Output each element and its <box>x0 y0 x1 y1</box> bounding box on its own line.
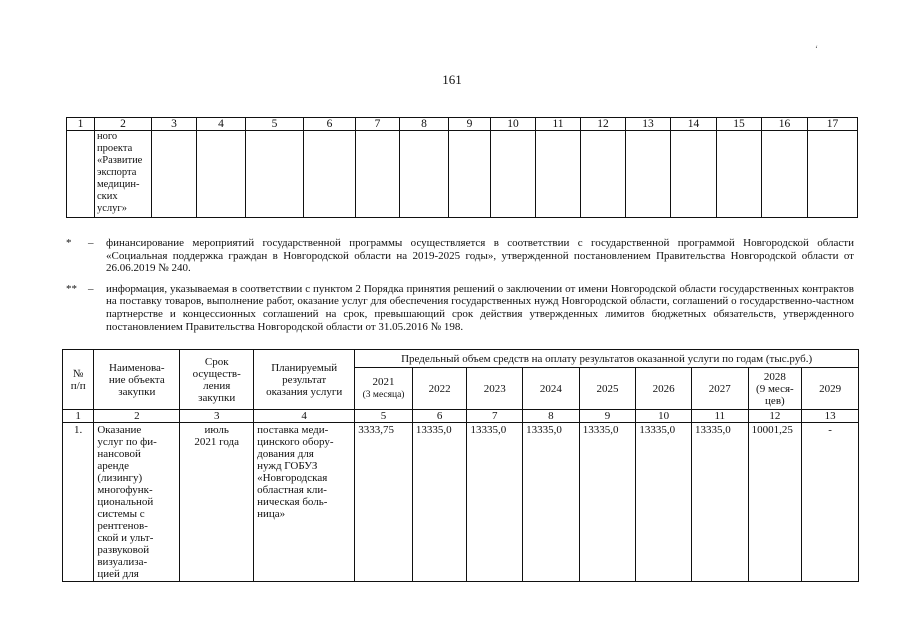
table1-col-number: 11 <box>536 118 581 131</box>
table2-header-row <box>63 350 859 368</box>
header-result: Планируемый результат оказания услуги <box>254 350 355 410</box>
header-year-2027: 2027 <box>691 368 748 410</box>
column-number: 13 <box>802 410 859 423</box>
table1-col-number: 9 <box>449 118 491 131</box>
table1-col-number: 1 <box>67 118 95 131</box>
column-number: 1 <box>63 410 94 423</box>
table-row <box>63 423 859 582</box>
term-cell: июль 2021 года <box>180 423 254 582</box>
column-number: 4 <box>254 410 355 423</box>
column-number: 7 <box>467 410 523 423</box>
table1-col-number: 3 <box>152 118 197 131</box>
value-2022: 13335,0 <box>412 423 467 582</box>
value-2024: 13335,0 <box>523 423 580 582</box>
header-limit: Предельный объем средств на оплату результатов оказанной услуги по годам (тыс.руб.) <box>355 350 859 368</box>
header-year-2029: 2029 <box>802 368 859 410</box>
table1-row <box>67 131 858 218</box>
procurement-table <box>62 349 859 582</box>
row-number: 1. <box>63 423 94 582</box>
footnote <box>66 283 854 333</box>
header-year-2021-note: (3 месяца) <box>362 390 405 400</box>
header-year-2022: 2022 <box>412 368 467 410</box>
footnote-text: информация, указываемая в соответствии с пунктом 2 Порядка принятия решений о заключении от имени Новгородской области государственных контрактов на поставку товаров, выполнение работ, оказание услуг для обеспечения государственных нужд Новгородской области, соглашений о государственно-частном партнерстве и концессионных соглашений на срок, превышающий срок действия утвержденных лимитов бюджетных обязательств, утвержденного постановлением Правительства Новгородской области от 31.05.2016 № 198. <box>106 282 854 333</box>
column-number: 12 <box>748 410 802 423</box>
table1-col-number: 14 <box>671 118 717 131</box>
footnote-mark: * <box>66 237 72 249</box>
footnote-text: финансирование мероприятий государственной программы осуществляется в соответствии с государственной программой Новгородской области «Социальная поддержка граждан в Новгородской области на 2019-2025 годы», утвержденной постановлением Правительства Новгородской области от 26.06.2019 № 240. <box>106 237 854 275</box>
header-year-2025: 2025 <box>579 368 636 410</box>
footnote-dash: – <box>88 282 94 295</box>
column-number: 10 <box>636 410 692 423</box>
column-number: 2 <box>94 410 180 423</box>
value-2026: 13335,0 <box>636 423 692 582</box>
header-number: № п/п <box>63 350 94 410</box>
continuation-table <box>66 117 858 218</box>
table1-col-number: 8 <box>400 118 449 131</box>
table1-header-row <box>67 118 858 131</box>
header-object-name: Наименова- ние объекта закупки <box>94 350 180 410</box>
header-year-2021: 2021 (3 месяца) <box>355 368 413 410</box>
value-2029: - <box>802 423 859 582</box>
value-2027: 13335,0 <box>691 423 748 582</box>
value-2025: 13335,0 <box>579 423 636 582</box>
table1-col-number: 6 <box>304 118 356 131</box>
scan-mark: ‘ <box>815 44 818 54</box>
value-2023: 13335,0 <box>467 423 523 582</box>
object-name-cell: Оказание услуг по фи- нансовой аренде (лизингу) многофунк- циональной системы с рентгенов- ской и ульт- развуковой визуализа- цией для <box>94 423 180 582</box>
header-year-2026: 2026 <box>636 368 692 410</box>
value-2028: 10001,25 <box>748 423 802 582</box>
table2-column-numbers-row <box>63 410 859 423</box>
footnote <box>66 237 854 275</box>
project-name-cell: ного проекта «Развитие экспорта медицин- ских услуг» <box>95 131 152 218</box>
table1-col-number: 13 <box>626 118 671 131</box>
header-year-2028: 2028 (9 меся- цев) <box>748 368 802 410</box>
footnote-mark: ** <box>66 282 77 295</box>
header-year-2024: 2024 <box>523 368 580 410</box>
column-number: 3 <box>180 410 254 423</box>
page-number: 161 <box>442 72 462 87</box>
column-number: 8 <box>523 410 580 423</box>
column-number: 9 <box>579 410 636 423</box>
table1-col-number: 7 <box>356 118 400 131</box>
header-year-2023: 2023 <box>467 368 523 410</box>
table1-col-number: 5 <box>246 118 304 131</box>
table1-col-number: 10 <box>491 118 536 131</box>
table1-col-number: 15 <box>717 118 762 131</box>
column-number: 6 <box>412 410 467 423</box>
result-cell: поставка меди- цинского обору- дования для нужд ГОБУЗ «Новгородская областная кли- ническая боль- ница» <box>254 423 355 582</box>
table1-col-number: 16 <box>762 118 808 131</box>
footnote-dash: – <box>88 237 94 249</box>
header-term: Срок осуществ- ления закупки <box>180 350 254 410</box>
column-number: 5 <box>355 410 413 423</box>
footnotes <box>66 237 854 341</box>
table1-col-number: 2 <box>95 118 152 131</box>
table1-col-number: 4 <box>197 118 246 131</box>
value-2021: 3333,75 <box>355 423 413 582</box>
column-number: 11 <box>691 410 748 423</box>
table1-col-number: 17 <box>808 118 858 131</box>
table1-col-number: 12 <box>581 118 626 131</box>
